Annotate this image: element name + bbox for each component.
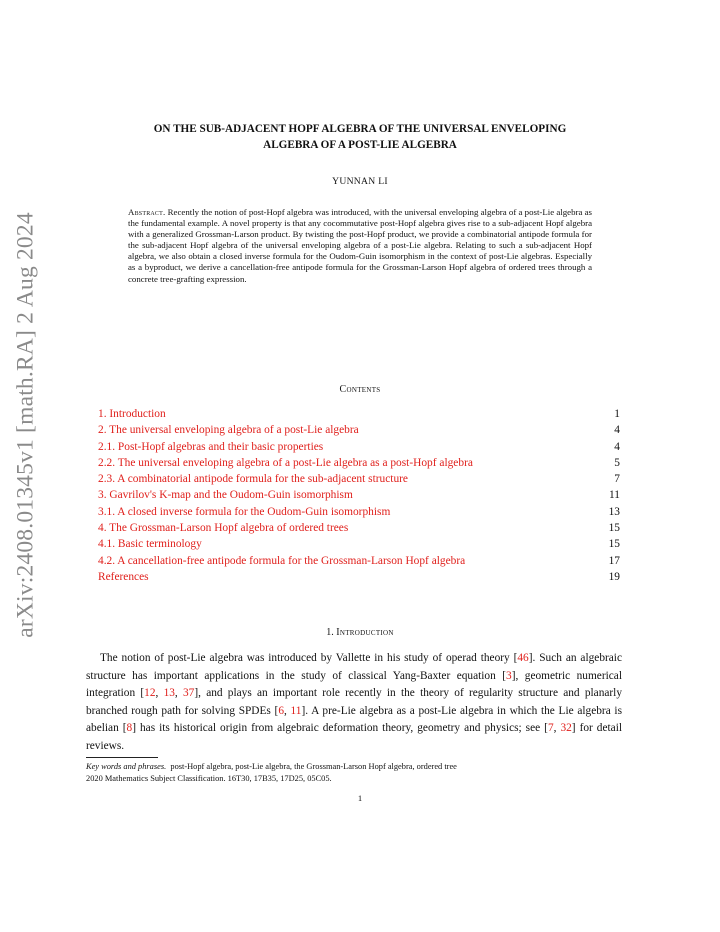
citation-link[interactable]: 13	[163, 687, 175, 700]
citation-link[interactable]: 3	[506, 669, 512, 682]
toc-page-number: 1	[614, 408, 620, 420]
toc-entry[interactable]	[98, 553, 620, 569]
abstract	[128, 207, 592, 285]
paper-title-line-2: ALGEBRA OF A POST-LIE ALGEBRA	[263, 139, 457, 151]
toc-link[interactable]: 3.1. A closed inverse formula for the Oudom-Guin isomorphism	[98, 505, 391, 518]
citation-link[interactable]: 8	[126, 722, 133, 735]
toc-entry[interactable]	[98, 455, 620, 471]
toc-page-number: 7	[614, 473, 620, 486]
paragraph-text: The notion of post-Lie algebra was introduced by Vallette in his study of operad theory [	[100, 652, 518, 664]
arxiv-identifier-stamp	[4, 210, 48, 640]
toc-entry[interactable]	[98, 536, 620, 552]
paragraph-text: ]. Such an algebraic structure has important applications in the study of classical Yang-Baxter equation [	[86, 652, 622, 682]
toc-entry[interactable]	[98, 520, 620, 536]
citation-link[interactable]: 7	[547, 722, 554, 735]
citation-link[interactable]: 6	[278, 704, 284, 717]
section-heading-introduction	[90, 627, 630, 638]
table-of-contents	[98, 406, 620, 585]
toc-page-number: 15	[608, 522, 620, 535]
paragraph-text: ], geometric numerical integration [	[86, 669, 622, 700]
page-number: 1	[357, 793, 363, 803]
paragraph-text: ,	[284, 704, 291, 717]
paper-title-line-1: ON THE SUB-ADJACENT HOPF ALGEBRA OF THE UNIVERSAL ENVELOPING	[153, 123, 567, 135]
toc-link[interactable]: 3. Gavrilov's K-map and the Oudom-Guin isomorphism	[98, 489, 353, 502]
toc-link[interactable]: 4. The Grossman-Larson Hopf algebra of ordered trees	[98, 522, 349, 535]
toc-entry[interactable]	[98, 487, 620, 503]
paragraph-text: ]. A pre-Lie algebra as a post-Lie algebra in which the Lie algebra is abelian [	[86, 704, 623, 735]
toc-page-number: 19	[608, 570, 620, 583]
paragraph-text: ], and plays an important role recently in the theory of regularity structure and planarly branched rough path for solving SPDEs [	[86, 687, 622, 717]
toc-page-number: 4	[614, 424, 620, 437]
msc-line: 2020 Mathematics Subject Classification. 16T30, 17B35, 17D25, 05C05.	[86, 774, 332, 784]
paragraph-text: ,	[155, 687, 164, 700]
toc-link[interactable]: References	[98, 570, 149, 583]
paragraph-text: ] for detail reviews.	[86, 722, 622, 752]
paragraph-text: ,	[553, 722, 561, 735]
citation-link[interactable]: 32	[560, 722, 572, 735]
introduction-paragraph	[86, 650, 622, 756]
toc-link[interactable]: 2.2. The universal enveloping algebra of a post-Lie algebra as a post-Hopf algebra	[98, 456, 473, 469]
toc-entry[interactable]	[98, 471, 620, 487]
toc-link[interactable]: 2.1. Post-Hopf algebras and their basic properties	[98, 440, 324, 453]
toc-link[interactable]: 1. Introduction	[98, 408, 166, 420]
arxiv-identifier-text: arXiv:2408.01345v1 [math.RA] 2 Aug 2024	[12, 212, 39, 638]
toc-page-number: 17	[608, 554, 620, 567]
citation-link[interactable]: 46	[517, 652, 529, 664]
paper-title	[90, 121, 630, 153]
abstract-text: Recently the notion of post-Hopf algebra was introduced, with the universal enveloping algebra of a post-Lie algebra as the fundamental example. A novel property is that any cocommutative post-Hopf algebra gives rise to a sub-adjacent Hopf algebra with a generalized Grossman-Larson product. By twisting the post-Hopf product, we provide a combinatorial antipode formula for the sub-adjacent Hopf algebra of the universal enveloping algebra of a post-Lie algebra. Relating to such a sub-adjacent Hopf algebra, we also obtain a closed inverse formula for the Oudom-Guin isomorphism in the context of post-Lie algebras. Especially as a byproduct, we derive a cancellation-free antipode formula for the Grossman-Larson Hopf algebra of ordered trees through a concrete tree-grafting expression.	[128, 207, 593, 284]
toc-entry[interactable]	[98, 406, 620, 422]
footnote	[86, 761, 626, 786]
toc-link[interactable]: 2.3. A combinatorial antipode formula for the sub-adjacent structure	[98, 473, 408, 486]
citation-link[interactable]: 11	[290, 704, 302, 717]
section-number: 1.	[326, 627, 334, 638]
toc-page-number: 15	[608, 538, 620, 551]
toc-entry[interactable]	[98, 422, 620, 438]
keywords-text: post-Hopf algebra, post-Lie algebra, the Grossman-Larson Hopf algebra, ordered tree	[170, 762, 457, 771]
toc-entry[interactable]	[98, 439, 620, 455]
toc-link[interactable]: 4.2. A cancellation-free antipode formula for the Grossman-Larson Hopf algebra	[98, 554, 466, 567]
paragraph-text: ] has its historical origin from algebraic deformation theory, geometry and physics; see [	[132, 722, 548, 735]
footnote-divider	[86, 757, 158, 758]
paragraph-text: ,	[174, 687, 183, 700]
toc-entry[interactable]	[98, 569, 620, 585]
section-title: Introduction	[336, 627, 394, 638]
citation-link[interactable]: 12	[144, 687, 156, 700]
toc-link[interactable]: 4.1. Basic terminology	[98, 538, 202, 551]
toc-page-number: 5	[614, 456, 620, 469]
contents-heading: Contents	[339, 384, 381, 395]
toc-page-number: 4	[614, 440, 620, 453]
toc-entry[interactable]	[98, 504, 620, 520]
toc-page-number: 13	[608, 505, 620, 518]
toc-page-number: 11	[609, 489, 620, 502]
citation-link[interactable]: 37	[183, 687, 195, 700]
toc-link[interactable]: 2. The universal enveloping algebra of a post-Lie algebra	[98, 424, 359, 437]
abstract-heading: Abstract.	[128, 207, 166, 217]
author-name: YUNNAN LI	[332, 176, 388, 187]
keywords-line	[86, 761, 626, 773]
keywords-heading: Key words and phrases.	[86, 762, 167, 771]
